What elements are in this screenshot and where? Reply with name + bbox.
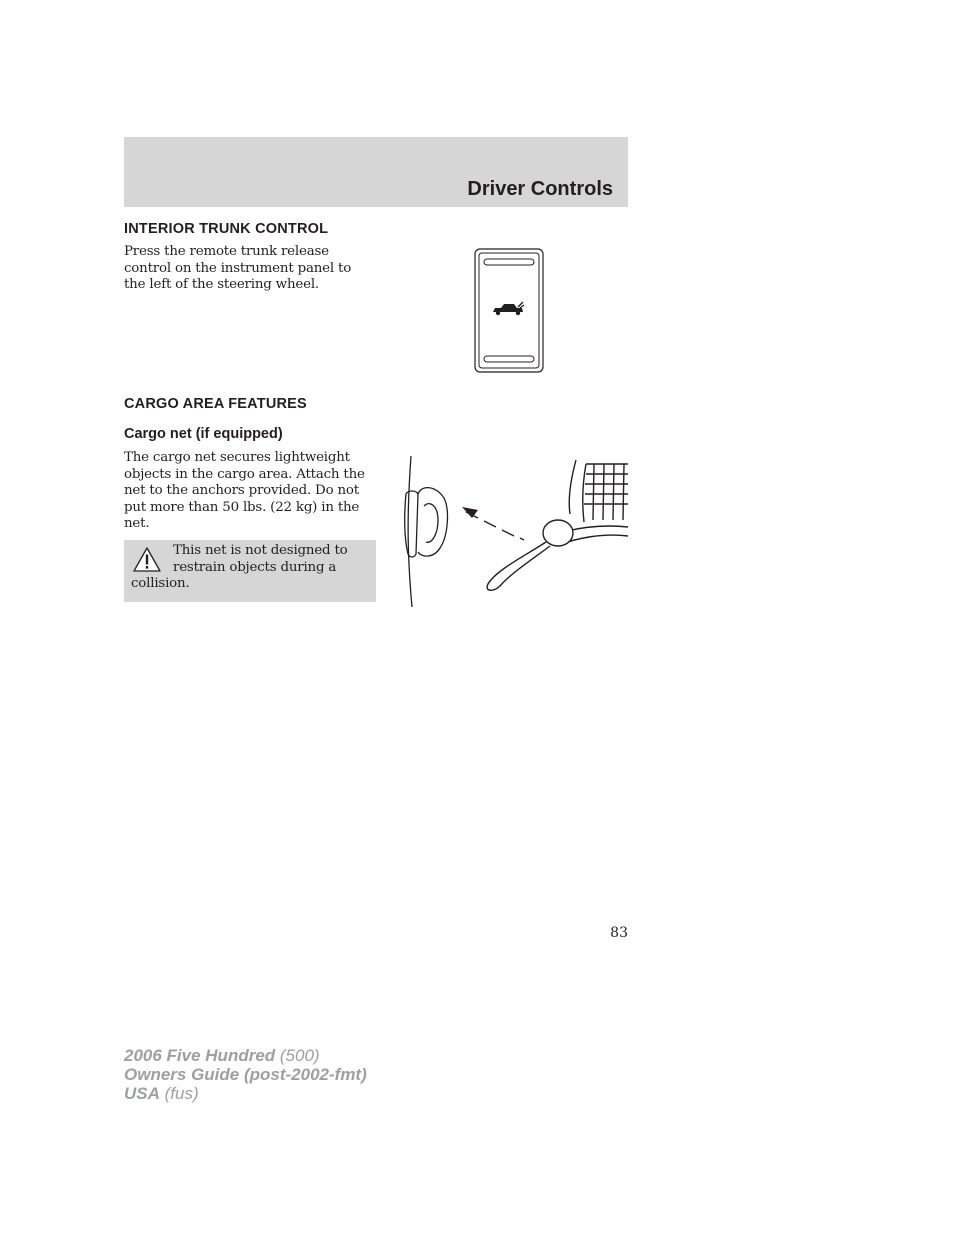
trunk-control-paragraph: Press the remote trunk release control on the instrument panel to the left of the steering wheel. — [124, 244, 352, 292]
warning-text: This net is not designed to restrain objects during a collision. — [131, 543, 348, 591]
chapter-title: Driver Controls — [467, 178, 613, 200]
footer-guide: Owners Guide (post-2002-fmt) — [124, 1065, 367, 1084]
footer-model-code: (500) — [275, 1046, 320, 1065]
chapter-header — [124, 137, 628, 207]
cargo-net-paragraph: The cargo net secures lightweight objects in the cargo area. Attach the net to the anchors provided. Do not put more than 50 lbs. (22 kg) in the net. — [124, 450, 365, 531]
page-number: 83 — [610, 925, 628, 941]
subheading-cargo-net: Cargo net (if equipped) — [124, 426, 283, 442]
warning-box — [124, 540, 376, 602]
section-heading-interior-trunk-control: INTERIOR TRUNK CONTROL — [124, 221, 329, 237]
warning-text-block — [131, 543, 371, 593]
footer-model: 2006 Five Hundred — [124, 1046, 276, 1065]
footer-market-code: (fus) — [159, 1084, 199, 1103]
footer-market: USA — [124, 1084, 160, 1103]
trunk-release-switch-icon — [474, 248, 544, 373]
cargo-net-anchor-illustration — [400, 452, 628, 610]
section-heading-cargo-area-features: CARGO AREA FEATURES — [124, 396, 307, 412]
document-footer — [124, 1046, 367, 1103]
